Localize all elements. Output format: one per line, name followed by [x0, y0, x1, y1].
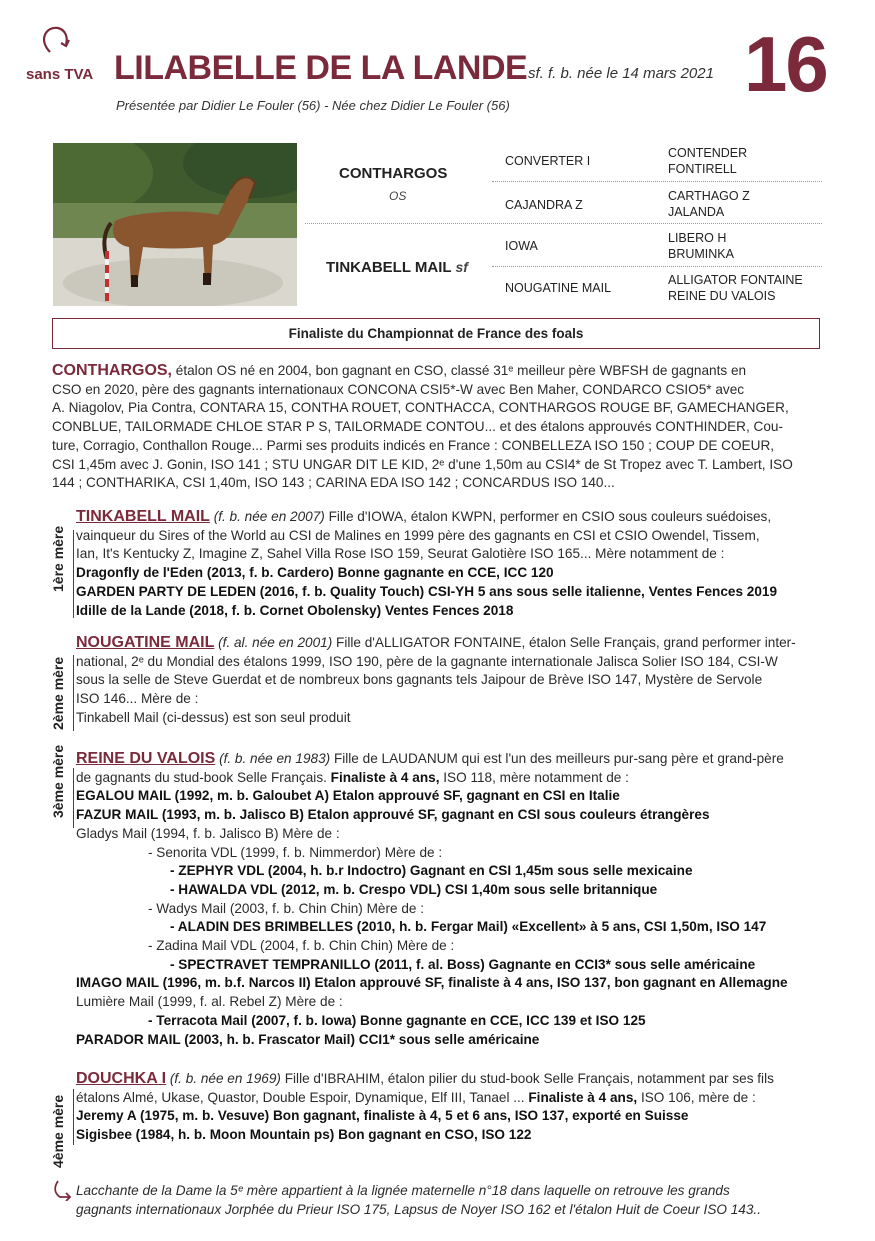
- mere2-bar: [73, 655, 74, 731]
- pedigree-ssd: FONTIRELL: [668, 162, 737, 176]
- footer-note: Lacchante de la Dame la 5ᵉ mère appartient à la lignée maternelle n°18 dans laquelle on retrouve les grands gagnants internationaux Jorphée du Prieur ISO 175, Lapsus de Noyer ISO 162 et l'étalon Huit de Coeur ISO 143..: [76, 1183, 761, 1217]
- mere4-bar: [73, 1089, 74, 1145]
- lot-number: 16: [744, 20, 827, 108]
- pedigree-sdd: JALANDA: [668, 205, 725, 219]
- pedigree-divider: [492, 266, 822, 267]
- mere1-bar: [73, 530, 74, 618]
- mere2-section: NOUGATINE MAIL (f. al. née en 2001) Fille d'ALLIGATOR FONTAINE, étalon Selle Français, grand performer inter- national, 2ᵉ du Mondial des étalons 1999, ISO 190, père de la gagnante internationale Jalisca Solier ISO 184, CSI-W sous la selle de Steve Guerdat et de nombreux bons gagnants tels Jaipour de Brève ISO 147, Mystère de Servole ISO 146... Mère de : Tinkabell Mail (ci-dessus) est son seul produit: [76, 634, 796, 725]
- pedigree-divider: [492, 181, 822, 182]
- mere3-lead: REINE DU VALOIS: [76, 750, 216, 767]
- pedigree-dam: TINKABELL MAIL sf: [326, 259, 468, 276]
- mere1-label: 1ère mère: [50, 525, 66, 592]
- mere3-label: 3ème mère: [50, 744, 66, 818]
- pedigree-dsd: BRUMINKA: [668, 247, 734, 261]
- pedigree-ss: CONVERTER I: [505, 154, 591, 168]
- sans-tva-label: sans TVA: [26, 66, 94, 83]
- pedigree-dam-breed: sf: [455, 259, 468, 275]
- mere1-section: TINKABELL MAIL (f. b. née en 2007) Fille d'IOWA, étalon KWPN, performer en CSIO sous couleurs suédoises, vainqueur du Sires of the World au CSI de Malines en 1999 père des gagnants en CSI et CSIO Owendel, Tissem, Ian, It's Kentucky Z, Imagine Z, Sahel Villa Rose ISO 159, Seurat Galotière ISO 165... Mère notamment de : Dragonfly de l'Eden (2013, f. b. Cardero) Bonne gagnante en CCE, ICC 120 GARDEN PARTY DE LEDEN (2016, f. b. Quality Touch) CSI-YH 5 ans sous selle italienne, Ventes Fences 2019 Idille de la Lande (2018, f. b. Cornet Obolensky) Ventes Fences 2018: [76, 508, 778, 618]
- foal-photo: [53, 143, 297, 306]
- pedigree-sd: CAJANDRA Z: [505, 198, 583, 212]
- return-arrow-icon: [52, 1179, 72, 1201]
- mere2-label: 2ème mère: [50, 656, 66, 730]
- mere1-lead: TINKABELL MAIL: [76, 508, 210, 525]
- mere3-section: REINE DU VALOIS (f. b. née en 1983) Fille de LAUDANUM qui est l'un des meilleurs pur-sang père et grand-père de gagnants du stud-book Selle Français. Finaliste à 4 ans, ISO 118, mère notamment de : EGALOU MAIL (1992, m. b. Galoubet A) Etalon approuvé SF, gagnant en CSI en Italie FAZUR MAIL (1993, m. b. Jalisco B) Etalon approuvé SF, gagnant en CSI sous couleurs étrangères Gladys Mail (1994, f. b. Jalisco B) Mère de : - Senorita VDL (1999, f. b. Nimmerdor) Mère de : - ZEPHYR VDL (2004, h. b.r Indoctro) Gagnant en CSI 1,45m sous selle mexicaine - HAWALDA VDL (2012, m. b. Crespo VDL) CSI 1,40m sous selle britannique - Wadys Mail (2003, f. b. Chin Chin) Mère de : - ALADIN DES BRIMBELLES (2010, h. b. Fergar Mail) «Excellent» à 5 ans, CSI 1,50m, ISO 147 - Zadina Mail VDL (2004, f. b. Chin Chin) Mère de : - SPECTRAVET TEMPRANILLO (2011, f. al. Boss) Gagnante en CCI3* sous selle américaine IMAGO MAIL (1996, m. b.f. Narcos II) Etalon approuvé SF, finaliste à 4 ans, ISO 137, bon gagnant en Allemagne Lumière Mail (1999, f. al. Rebel Z) Mère de : - Terracota Mail (2007, f. b. Iowa) Bonne gagnante en CCE, ICC 139 et ISO 125 PARADOR MAIL (2003, h. b. Frascator Mail) CCI1* sous selle américaine: [76, 750, 788, 1047]
- finalist-banner: Finaliste du Championnat de France des foals: [52, 318, 820, 349]
- pedigree-dds: ALLIGATOR FONTAINE: [668, 273, 803, 287]
- horse-name: LILABELLE DE LA LANDE: [114, 49, 528, 87]
- mere4-label: 4ème mère: [50, 1094, 66, 1168]
- mere3-bar: [73, 768, 74, 828]
- pedigree-sds: CARTHAGO Z: [668, 189, 750, 203]
- pedigree-dss: LIBERO H: [668, 231, 727, 245]
- curved-arrow-icon: [36, 22, 72, 64]
- presented-by: Présentée par Didier Le Fouler (56) - Née chez Didier Le Fouler (56): [116, 98, 510, 113]
- pedigree-sss: CONTENDER: [668, 146, 748, 160]
- sire-description: CONTHARGOS, étalon OS né en 2004, bon gagnant en CSO, classé 31ᵉ meilleur père WBFSH de gagnants en CSO en 2020, père des gagnants internationaux CONCONA CSI5*-W avec Ben Maher, CONDARCO CSIO5* avec A. Niagolov, Pia Contra, CONTARA 15, CONTHA ROUET, CONTHACCA, CONTHARGOS ROUGE BF, GAMECHANGER, CONBLUE, TAILORMADE CHLOE STAR P S, TAILORMADE CONTOU... et des étalons approuvés CONTHINDER, Cou- ture, Corragio, Conthallon Rouge... Parmi ses produits indicés en France : CONBELLEZA ISO 150 ; COUP DE COEUR, CSI 1,45m avec J. Gonin, ISO 141 ; STU UNGAR DIT LE KID, 2ᵉ d'une 1,50m au CSI4* de St Tropez avec T. Lambert, ISO 144 ; CONTHARIKA, CSI 1,40m, ISO 143 ; CARINA EDA ISO 142 ; CONCARDUS ISO 140...: [52, 362, 793, 491]
- pedigree-sire: CONTHARGOS: [339, 165, 448, 182]
- horse-meta: sf. f. b. née le 14 mars 2021: [528, 65, 714, 82]
- mere4-lead: DOUCHKA I: [76, 1070, 167, 1087]
- pedigree-dd: NOUGATINE MAIL: [505, 281, 612, 295]
- pedigree-sire-breed: OS: [389, 189, 407, 203]
- mere2-lead: NOUGATINE MAIL: [76, 634, 215, 651]
- pedigree-ds: IOWA: [505, 239, 538, 253]
- pedigree-ddd: REINE DU VALOIS: [668, 289, 776, 303]
- pedigree-divider: [305, 223, 822, 224]
- mere4-section: DOUCHKA I (f. b. née en 1969) Fille d'IBRAHIM, étalon pilier du stud-book Selle Français, notamment par ses fils étalons Almé, Ukase, Quastor, Double Espoir, Dynamique, Elf III, Tanael ... Finaliste à 4 ans, ISO 106, mère de : Jeremy A (1975, m. b. Vesuve) Bon gagnant, finaliste à 4, 5 et 6 ans, ISO 137, exporté en Suisse Sigisbee (1984, h. b. Moon Mountain ps) Bon gagnant en CSO, ISO 122: [76, 1070, 774, 1143]
- sire-lead: CONTHARGOS,: [52, 362, 172, 379]
